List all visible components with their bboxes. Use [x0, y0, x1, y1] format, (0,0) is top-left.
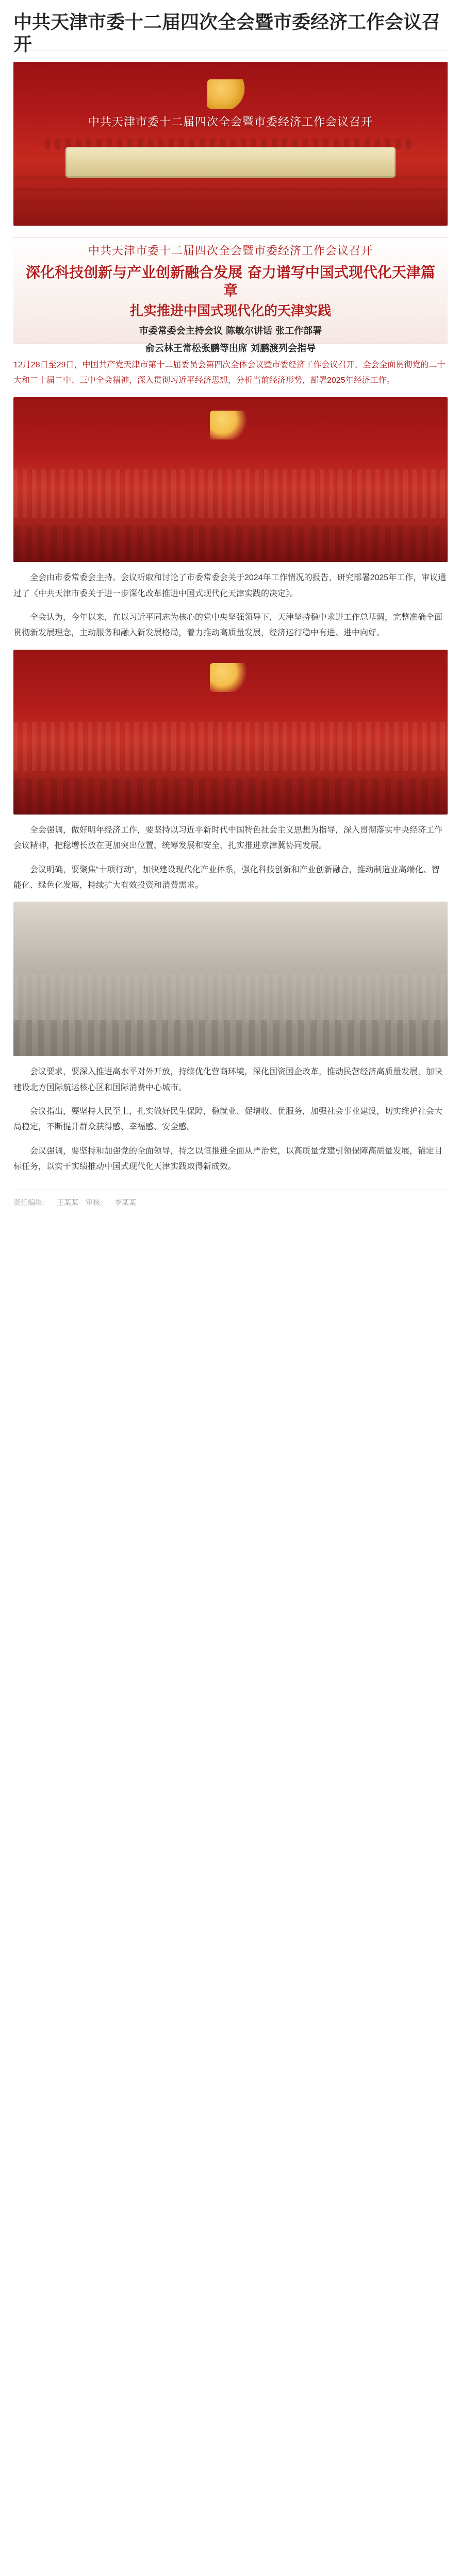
hero-image	[13, 62, 448, 226]
hero-seating	[13, 173, 448, 213]
paragraph-7: 会议强调，要坚持和加强党的全面领导，持之以恒推进全面从严治党，以高质量党建引领保障高质量发展，锚定目标任务，以实干实绩推动中国式现代化天津实践取得新成效。	[13, 1146, 443, 1172]
room-seats	[13, 974, 448, 1023]
review-label: 审核：	[86, 1198, 107, 1207]
meeting-photo-1	[13, 397, 448, 562]
banner-byline-1: 市委常委会主持会议 陈敏尔讲话 张工作部署	[139, 325, 322, 336]
banner-byline-2: 俞云林王常松张鹏等出席 刘鹏渡列会指导	[145, 343, 316, 354]
headline-banner	[13, 237, 448, 354]
paragraph-5: 会议要求，要深入推进高水平对外开放，持续优化营商环境，深化国资国企改革，推动民营经济高质量发展，加快建设北方国际航运核心区和国际消费中心城市。	[13, 1067, 443, 1092]
editor-name: 王某某	[57, 1198, 78, 1207]
meeting-photo-2	[13, 650, 448, 815]
article-content	[13, 358, 448, 1175]
page-title: 中共天津市委十二届四次全会暨市委经济工作会议召开	[13, 11, 441, 56]
banner-subheadline: 扎实推进中国式现代化的天津实践	[129, 303, 331, 319]
banner-kicker: 中共天津市委十二届四次全会暨市委经济工作会议召开	[88, 245, 373, 258]
paragraph-2: 全会认为，今年以来，在以习近平同志为核心的党中央坚强领导下，天津坚持稳中求进工作总基调，完整准确全面贯彻新发展理念，主动服务和融入新发展格局，着力推动高质量发展，经济运行稳中有进、进中向好。	[13, 613, 443, 638]
article-footer	[13, 1190, 448, 1208]
lead-paragraph: 12月28日至29日，中国共产党天津市第十二届委员会第四次全体会议暨市委经济工作会议召开。全会全面贯彻党的二十大和二十届二中、三中全会精神，深入贯彻习近平经济思想，分析当前经济形势，部署2025年经济工作。	[13, 361, 446, 385]
hero-caption: 中共天津市委十二届四次全会暨市委经济工作会议召开	[88, 116, 373, 129]
editor-label: 责任编辑：	[13, 1198, 50, 1207]
meeting-rows	[13, 722, 448, 771]
article-header	[13, 0, 448, 56]
meeting-crowd	[13, 778, 448, 815]
paragraph-3: 全会强调，做好明年经济工作，要坚持以习近平新时代中国特色社会主义思想为指导，深入贯彻落实中央经济工作会议精神，把稳增长放在更加突出位置，统筹发展和安全，扎实推进京津冀协同发展。	[13, 825, 443, 851]
banner-headline: 深化科技创新与产业创新融合发展 奋力谱写中国式现代化天津篇章	[26, 264, 435, 299]
hero-emblem	[207, 79, 254, 109]
paragraph-1: 全会由市委常委会主持。会议听取和讨论了市委常委会关于2024年工作情况的报告，研究部署2025年工作，审议通过了《中共天津市委关于进一步深化改革推进中国式现代化天津实践的决定》。	[13, 573, 447, 598]
meeting-crowd	[13, 526, 448, 562]
meeting-photo-3	[13, 902, 448, 1056]
review-name: 李某某	[114, 1198, 136, 1207]
meeting-emblem-icon	[210, 411, 251, 439]
meeting-rows	[13, 469, 448, 518]
room-crowd	[13, 1020, 448, 1056]
paragraph-6: 会议指出，要坚持人民至上，扎实做好民生保障，稳就业、促增收、优服务，加强社会事业建设，切实维护社会大局稳定，不断提升群众获得感、幸福感、安全感。	[13, 1107, 443, 1132]
meeting-emblem-icon	[210, 663, 251, 692]
paragraph-4: 会议明确，要聚焦“十项行动”，加快建设现代化产业体系，强化科技创新和产业创新融合，推动制造业高端化、智能化、绿色化发展，持续扩大有效投资和消费需求。	[13, 865, 440, 890]
